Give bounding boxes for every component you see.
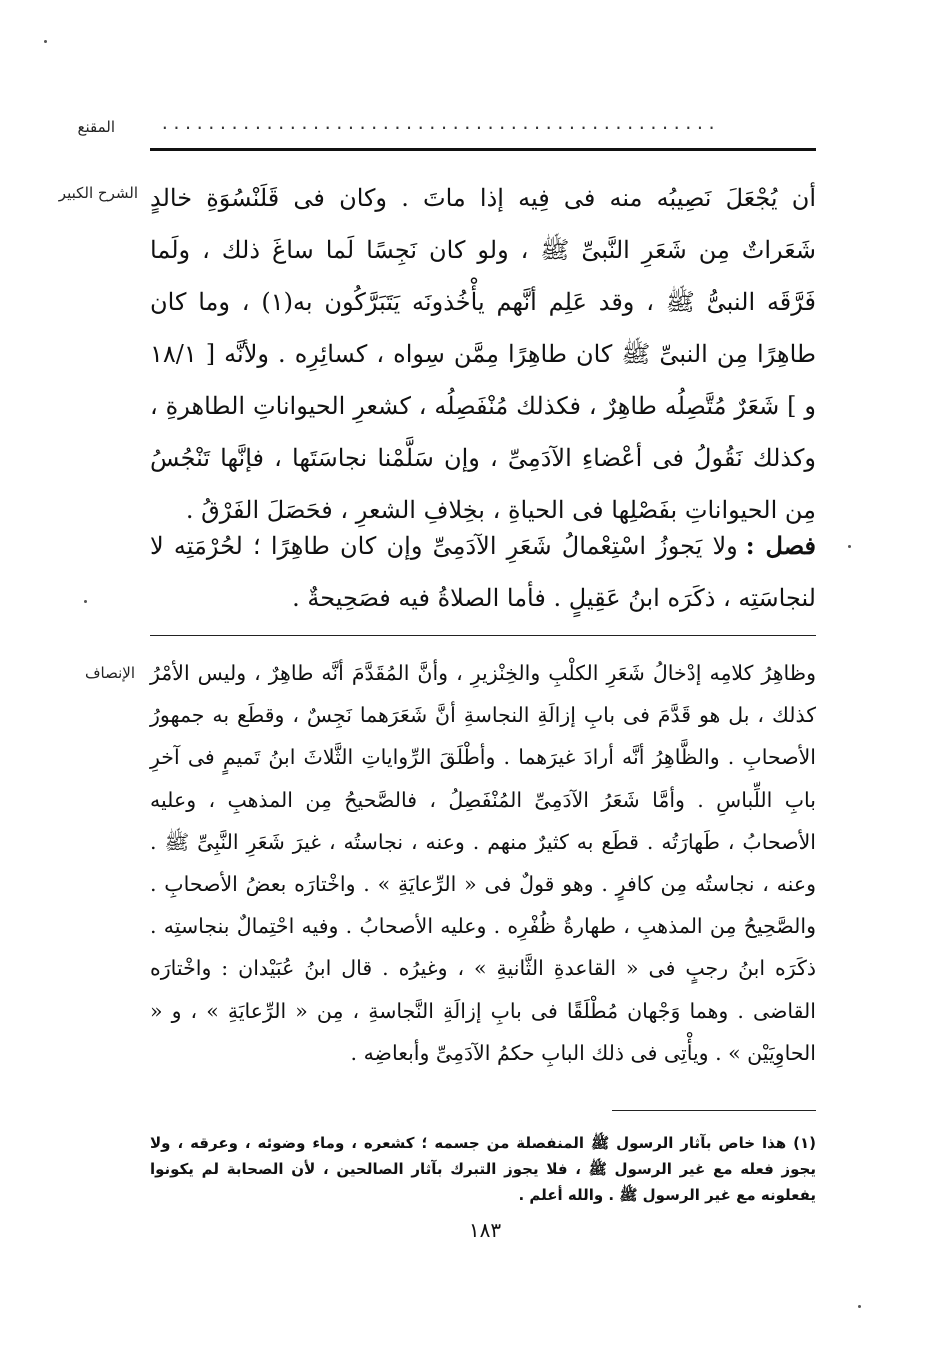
scan-speck	[84, 600, 87, 603]
book-label: المقنع	[77, 118, 115, 136]
fasl-section	[150, 520, 816, 624]
footnote-text: (١) هذا خاص بآثار الرسول ﷺ المنفصلة من جسمه ؛ كشعره ، وماء وضوئه ، وعرقه ، ولا يجوز فعله مع غير الرسول ﷺ ، فلا يجوز التبرك بآثار الصالحين ، لأن الصحابة لم يكونوا يفعلونه مع غير الرسول ﷺ . والله أعلم .	[150, 1134, 816, 1204]
insaf-label: الإنصاف	[84, 664, 135, 682]
insaf-section	[150, 652, 816, 1074]
header-rule	[150, 148, 816, 151]
fasl-text: ولا يَجوزُ اسْتِعْمالُ شَعَرِ الآدَمِىِّ وإن كان طاهِرًا ؛ لحُرْمَتِه لا لنجاسَتِه ، ذكَرَه ابنُ عَقِيلٍ . فأما الصلاةُ فيه فصَحِيحةٌ .	[150, 532, 816, 612]
fasl-paragraph	[150, 520, 816, 624]
header-row	[150, 112, 930, 132]
fasl-keyword: فصل :	[745, 531, 816, 560]
section-divider	[150, 635, 816, 636]
sharh-paragraph: أن يُجْعَلَ نَصِيبُه منه فى فِيه إذا ماتَ . وكان فى قَلَنْسُوَةِ خالدٍ شَعَراتٌ مِن شَعَرِ النَّبىِّ ﷺ ، ولو كان نَجِسًا لَما ساغَ ذلك ، ولَما فَرَّقَه النبىُّ ﷺ ، وقد عَلِم أنَّهم يأْخُذونَه يَتَبَرَّكُون به(١) ، وما كان طاهِرًا مِن النبىِّ ﷺ كان طاهِرًا مِمَّن سِواه ، كسائِرِه . ولأنَّه [ ١٨/١ و ] شَعَرٌ مُتَّصِلُه طاهِرٌ ، فكذلك مُنْفَصِلُه ، كشعرِ الحيواناتِ الطاهرةِ ، وكذلك نَقُولُ فى أعْضاءِ الآدَمِىِّ ، وإن سَلَّمْنا نجاسَتَها ، فإنَّها تَنْجُسُ مِن الحيواناتِ بفَصْلِها فى الحياةِ ، بخِلافِ الشعرِ ، فحَصَلَ الفَرْقُ .	[150, 184, 816, 524]
page-number: ١٨٣	[468, 1218, 502, 1242]
footnote-section	[150, 1130, 816, 1208]
sharh-label: الشرح الكبير	[58, 184, 138, 202]
scan-speck	[858, 1305, 861, 1308]
sharh-section	[150, 172, 816, 536]
header-dots: ................................................	[160, 114, 719, 133]
footnote-rule	[612, 1110, 816, 1111]
scan-speck	[848, 545, 851, 548]
insaf-paragraph: وظاهِرُ كلامِه إدْخالُ شَعَرِ الكلْبِ والخِنْزيرِ ، وأنَّ المُقَدَّمَ أنَّه طاهِرٌ ، وليس الأمْرُ كذلك ، بل هو قَدَّمَ فى بابِ إزالَةِ النجاسةِ أنَّ شَعَرَهما نَجِسٌ ، وقطَع به جمهورُ الأصحابِ . والظَّاهِرُ أنَّه أرادَ غيرَهما . وأطْلَقَ الرِّواياتِ الثَّلاثَ ابنُ تَميمٍ فى آخرِ بابِ اللِّباسِ . وأمَّا شَعَرُ الآدَمِىِّ المُنْفَصِلُ ، فالصَّحيحُ مِن المذهبِ ، وعليه الأصحابُ ، طَهارَتُه . قطَع به كثيرٌ منهم . وعنه ، نجاستُه ، غيرَ شَعَرِ النَّبِىِّ ﷺ . وعنه ، نجاستُه مِن كافرٍ . وهو قولٌ فى « الرِّعايَةِ » . واخْتارَه بعضُ الأصحابِ . والصَّحِيحُ مِن المذهبِ ، طهارةُ ظُفْرِه . وعليه الأصحابُ . وفيه احْتِمالٌ بنجاستِه . ذكَرَه ابنُ رجبٍ فى « القاعدةِ الثَّانيةِ » ، وغيرُه . قال ابنُ عُبَيْدان : واخْتارَه القاضى . وهما وَجْهان مُطْلَقًا فى بابِ إزالَةِ النَّجاسةِ ، مِن « الرِّعايَةِ » ، و « الحاوِيَيْن » . ويأْتِى فى ذلك البابِ حكمُ الآدَمِىِّ وأبعاضِه .	[150, 661, 816, 1065]
scan-speck	[44, 40, 47, 43]
